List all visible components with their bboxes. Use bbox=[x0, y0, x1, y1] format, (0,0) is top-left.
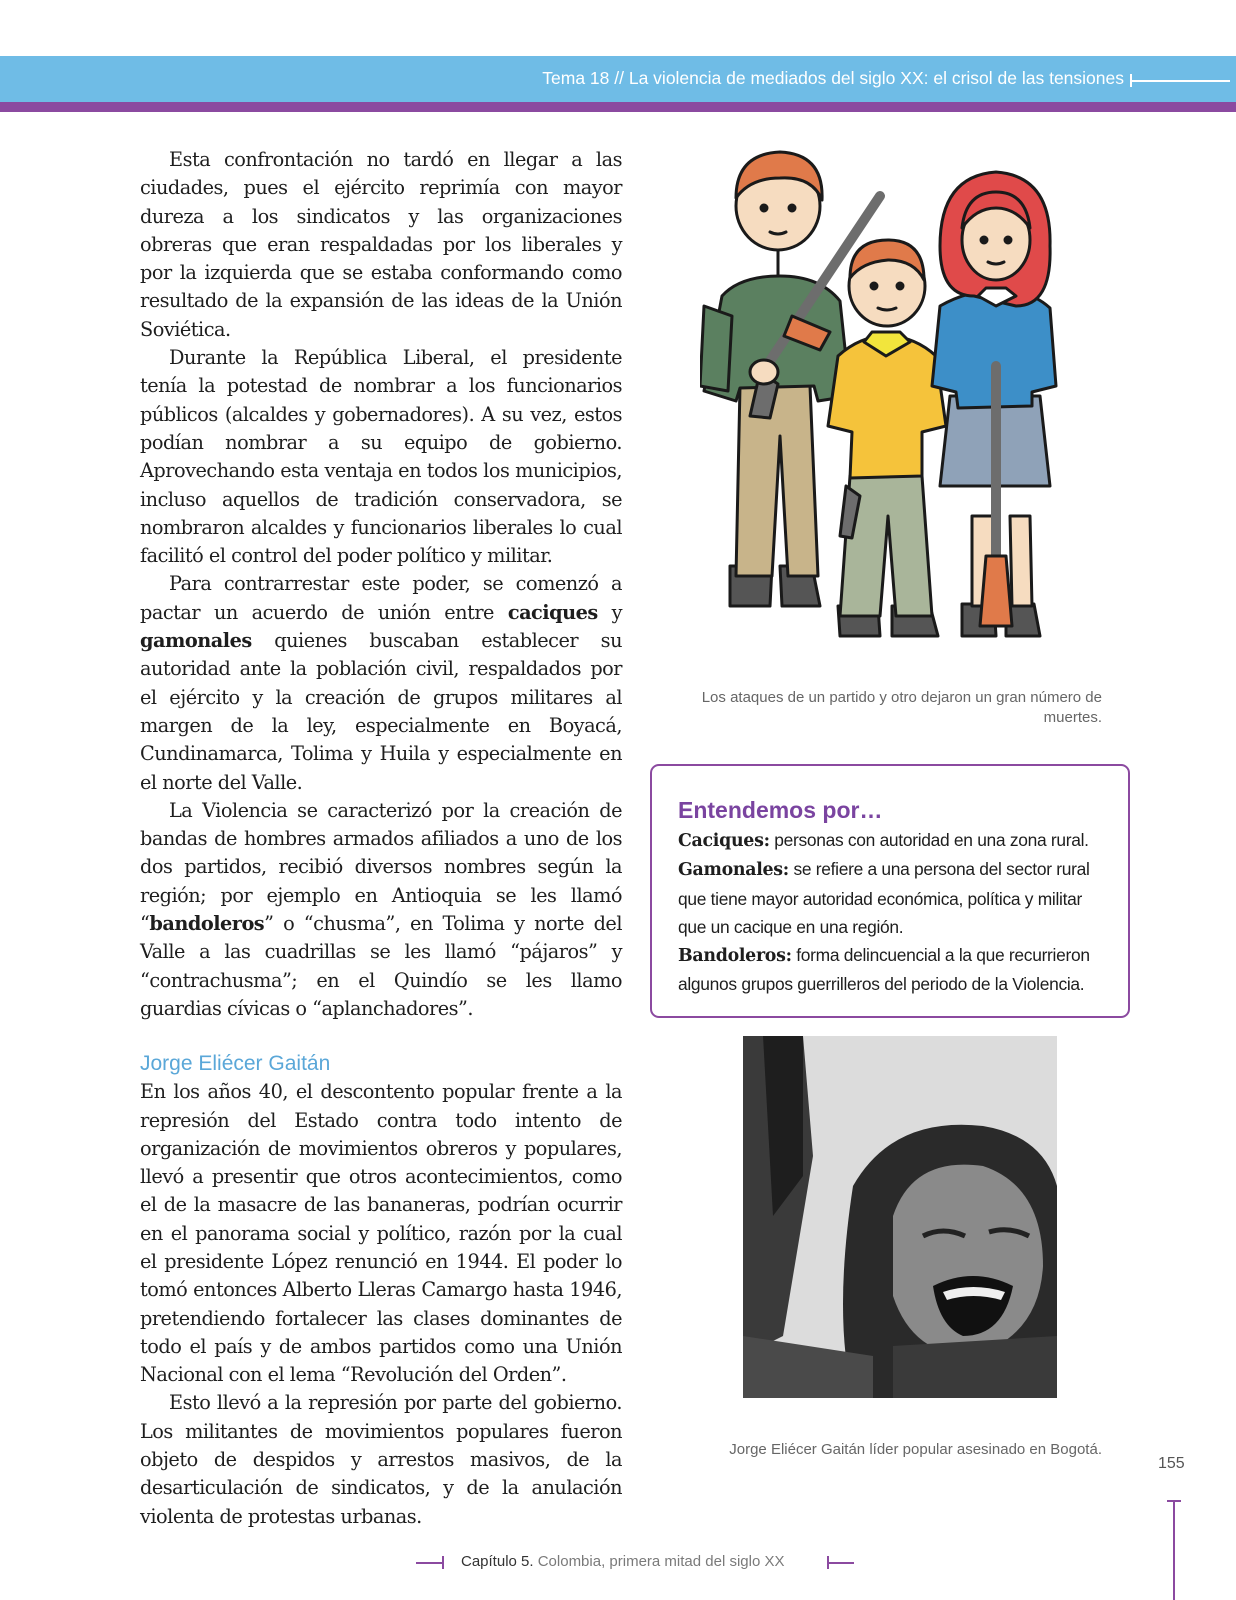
definition-text: personas con autoridad en una zona rural. bbox=[769, 830, 1089, 850]
footer-chapter-title: Colombia, primera mitad del siglo XX bbox=[533, 1553, 785, 1570]
footer-rule-left-tick bbox=[442, 1556, 444, 1569]
footer-rule-left bbox=[416, 1562, 443, 1564]
header-title: Tema 18 // La violencia de mediados del siglo XX: el crisol de las tensiones bbox=[542, 68, 1124, 88]
gaitan-photo bbox=[743, 1036, 1057, 1398]
definition-term: Caciques: bbox=[678, 831, 770, 851]
girl-figure bbox=[932, 172, 1056, 636]
definition-term: Gamonales: bbox=[678, 860, 789, 881]
footer-rule-right bbox=[827, 1562, 854, 1564]
term-bandoleros: bandoleros bbox=[149, 912, 265, 936]
page-number: 155 bbox=[1158, 1455, 1185, 1472]
paragraph-2: Durante la República Liberal, el presidente tenía la potestad de nombrar a los funcionarios públicos (alcaldes y gobernadores). A su vez, estos podían nombrar a su equipo de gobierno. Aprovechando esta ventaja en todos los municipios, incluso aquellos de tradición conservadora, se nombraron alcaldes y funcionarios liberales lo cual facilitó el control del poder político y militar. bbox=[140, 346, 622, 568]
definitions-title: Entendemos por… bbox=[678, 797, 883, 823]
term-caciques: caciques bbox=[507, 600, 598, 624]
definitions-box bbox=[650, 764, 1130, 1018]
definition-caciques bbox=[678, 826, 1102, 855]
paragraph-3 bbox=[140, 570, 622, 796]
term-gamonales: gamonales bbox=[140, 629, 252, 653]
body-column bbox=[140, 146, 622, 1531]
paragraph-4-text-a: La Violencia se caracterizó por la creación de bandas de hombres armados afiliados a uno de los dos partidos, recibió diversos nombres según la región; por ejemplo en Antioquia se les llamó “ bbox=[140, 798, 622, 936]
definition-text: forma delincuencial a la que recurrieron algunos grupos guerrilleros del periodo de la Violencia. bbox=[678, 945, 1090, 995]
paragraph-4-text-c: ” o “chusma”, en Tolima y norte del Valle a las cuadrillas se les llamó “pájaros” y “contrachusma”; en el Quindío se les llamo guardias cívicas o “aplanchadores”. bbox=[140, 912, 622, 1020]
definition-term: Bandoleros: bbox=[678, 946, 792, 967]
younger-boy-figure bbox=[828, 240, 946, 636]
paragraph-3-text-d: quienes buscaban establecer su autoridad ante la población civil, respaldados por el ejército y la creación de grupos militares al margen de la ley, especialmente en Boyacá, Cundinamarca, Tolima y Huila y especialmente en el norte del Valle. bbox=[140, 629, 622, 794]
paragraph-6: Esto llevó a la represión por parte del gobierno. Los militantes de movimientos populares fueron objeto de despidos y arrestos masivos, de la desarticulación de sindicatos, y de la anulación violenta de protestas urbanas. bbox=[140, 1391, 622, 1528]
definition-bandoleros bbox=[678, 941, 1102, 999]
footer-chapter-label: Capítulo 5. bbox=[461, 1553, 534, 1570]
photo-caption: Jorge Eliécer Gaitán líder popular asesinado en Bogotá. bbox=[729, 1441, 1102, 1458]
footer-chapter bbox=[461, 1553, 784, 1570]
paragraph-3-text-a: Para contrarrestar este poder, se comenzó a pactar un acuerdo de unión entre bbox=[140, 572, 622, 624]
header-rule-tick bbox=[1130, 74, 1132, 87]
definition-text: se refiere a una persona del sector rural que tiene mayor autoridad económica, política y militar que un cacique en una región. bbox=[678, 859, 1090, 937]
paragraph-4 bbox=[140, 797, 622, 1023]
definition-gamonales bbox=[678, 855, 1102, 941]
paragraph-3-text-c: y bbox=[597, 600, 622, 624]
header-rule bbox=[1130, 80, 1230, 82]
footer bbox=[0, 1548, 1236, 1578]
paragraph-1: Esta confrontación no tardó en llegar a las ciudades, pues el ejército reprimía con mayor dureza a los sindicatos y las organizaciones obreras que eran respaldadas por los liberales y por la izquierda que se estaba conformando como resultado de la expansión de las ideas de la Unión Soviética. bbox=[140, 148, 622, 341]
children-armed-illustration bbox=[700, 136, 1080, 672]
section-heading: Jorge Eliécer Gaitán bbox=[140, 1052, 331, 1076]
illustration-caption: Los ataques de un partido y otro dejaron un gran número de muertes. bbox=[701, 689, 1102, 726]
paragraph-5: En los años 40, el descontento popular frente a la represión del Estado contra todo intento de organización de movimientos obreros y populares, llevó a presentir que otros acontecimientos, como el de la masacre de las bananeras, podrían ocurrir en el panorama social y político, razón por la cual el presidente López renunció en 1944. El poder lo tomó entonces Alberto Lleras Camargo hasta 1946, pretendiendo fortalecer las clases dominantes de todo el país y de ambos partidos como una Unión Nacional con el lema “Revolución del Orden”. bbox=[140, 1080, 622, 1387]
header-stripe bbox=[0, 102, 1236, 112]
